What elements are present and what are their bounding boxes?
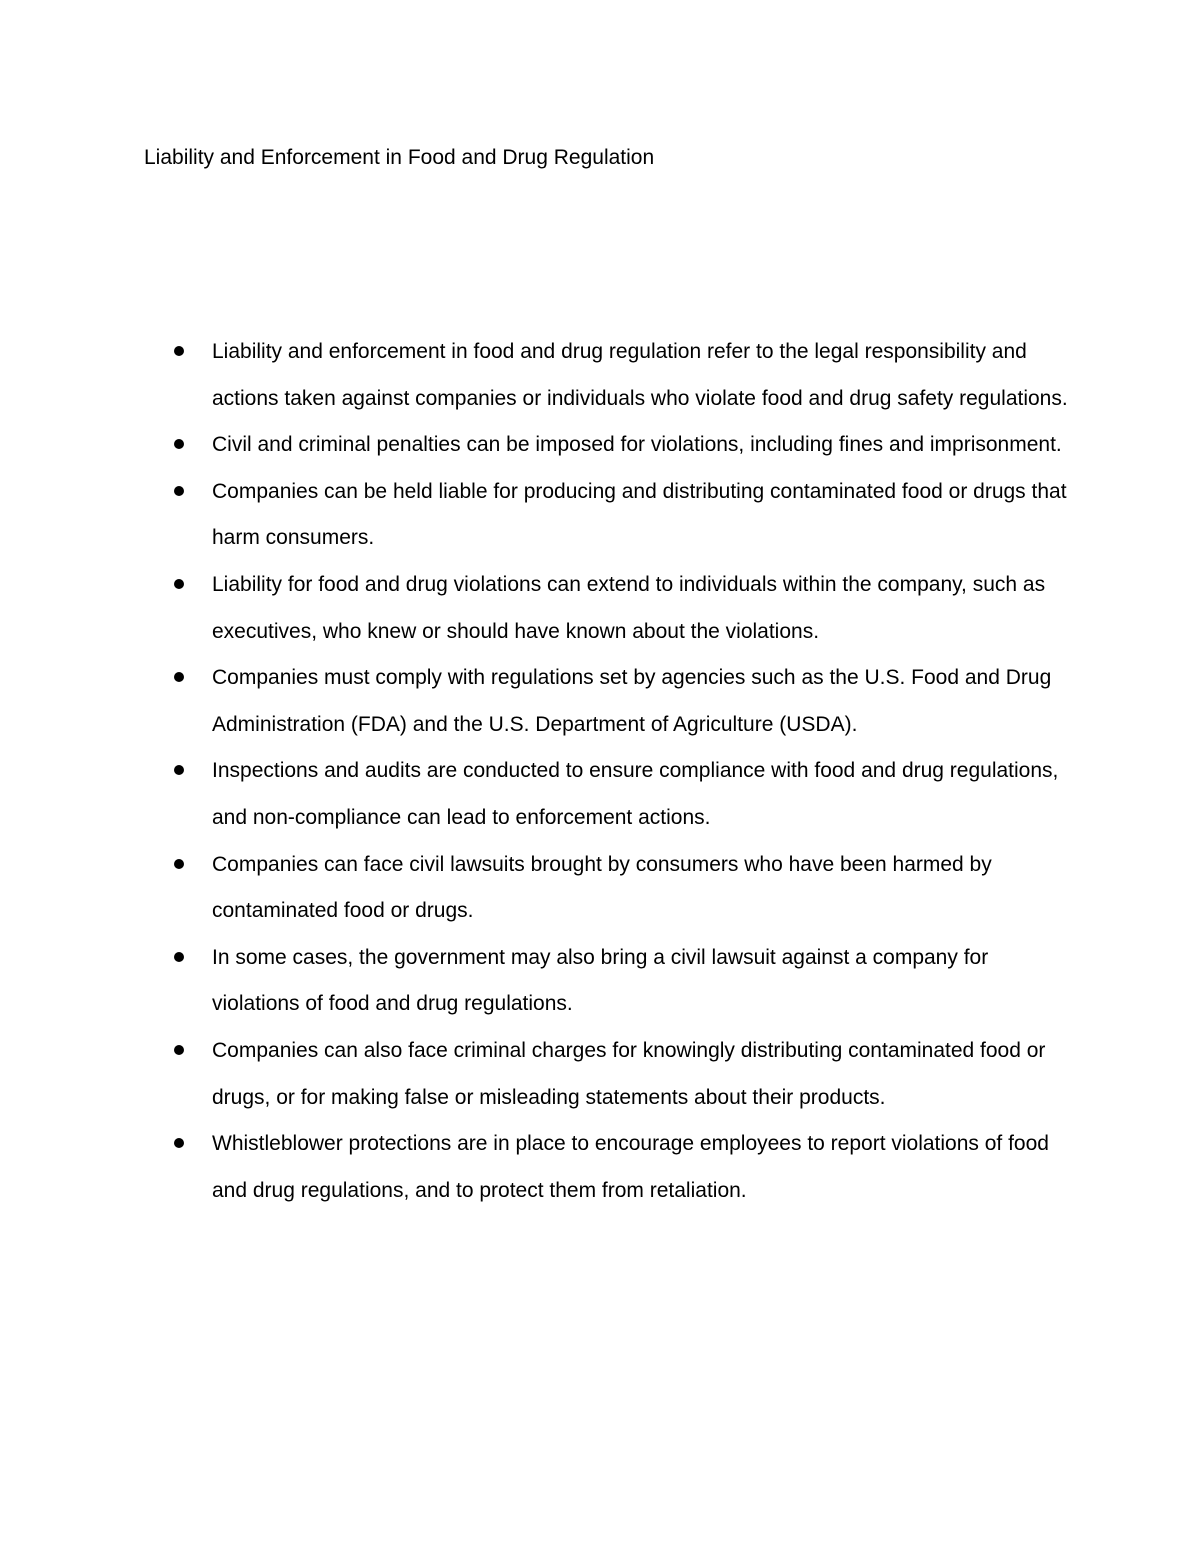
bullet-text: Inspections and audits are conducted to ensure compliance with food and drug regulations, and non-compliance can lead to enforcement actions. xyxy=(212,759,1059,829)
bullet-text: In some cases, the government may also bring a civil lawsuit against a company for violations of food and drug regulations. xyxy=(212,945,989,1016)
list-item xyxy=(0,1028,1072,1121)
bullet-text: Liability and enforcement in food and drug regulation refer to the legal responsibility and actions taken against companies or individuals who violate food and drug safety regulations. xyxy=(212,340,1068,410)
bullet-icon xyxy=(174,439,184,449)
bullet-icon xyxy=(174,486,184,496)
bullet-icon xyxy=(174,346,184,356)
bullet-text: Liability for food and drug violations can extend to individuals within the company, such as executives, who knew or should have known about the violations. xyxy=(212,572,1046,643)
bullet-text: Whistleblower protections are in place to encourage employees to report violations of food and drug regulations, and to protect them from retaliation. xyxy=(212,1132,1049,1202)
bullet-icon xyxy=(174,672,184,682)
list-item xyxy=(0,748,1072,841)
bullet-icon xyxy=(174,765,184,775)
bullet-icon xyxy=(174,952,184,962)
list-item xyxy=(0,329,1072,422)
list-item xyxy=(0,469,1072,562)
bullet-text: Companies must comply with regulations set by agencies such as the U.S. Food and Drug Administration (FDA) and the U.S. Department of Agriculture (USDA). xyxy=(212,666,1052,736)
list-item xyxy=(0,842,1072,935)
bullet-text: Companies can be held liable for producing and distributing contaminated food or drugs that harm consumers. xyxy=(212,479,1067,550)
bullet-icon xyxy=(174,1138,184,1148)
list-item xyxy=(0,1121,1072,1214)
bullet-text: Companies can face civil lawsuits brought by consumers who have been harmed by contaminated food or drugs. xyxy=(212,852,992,923)
bullet-text: Companies can also face criminal charges for knowingly distributing contaminated food or drugs, or for making false or misleading statements about their products. xyxy=(212,1038,1046,1109)
list-item xyxy=(0,935,1072,1028)
bullet-icon xyxy=(174,579,184,589)
list-item xyxy=(0,422,1072,469)
document-title: Liability and Enforcement in Food and Drug Regulation xyxy=(144,146,655,169)
list-item xyxy=(0,655,1072,748)
bullet-icon xyxy=(174,859,184,869)
list-item xyxy=(0,562,1072,655)
bullet-text: Civil and criminal penalties can be imposed for violations, including fines and imprisonment. xyxy=(212,433,1062,457)
bullet-icon xyxy=(174,1045,184,1055)
bullet-list xyxy=(0,329,1200,1214)
